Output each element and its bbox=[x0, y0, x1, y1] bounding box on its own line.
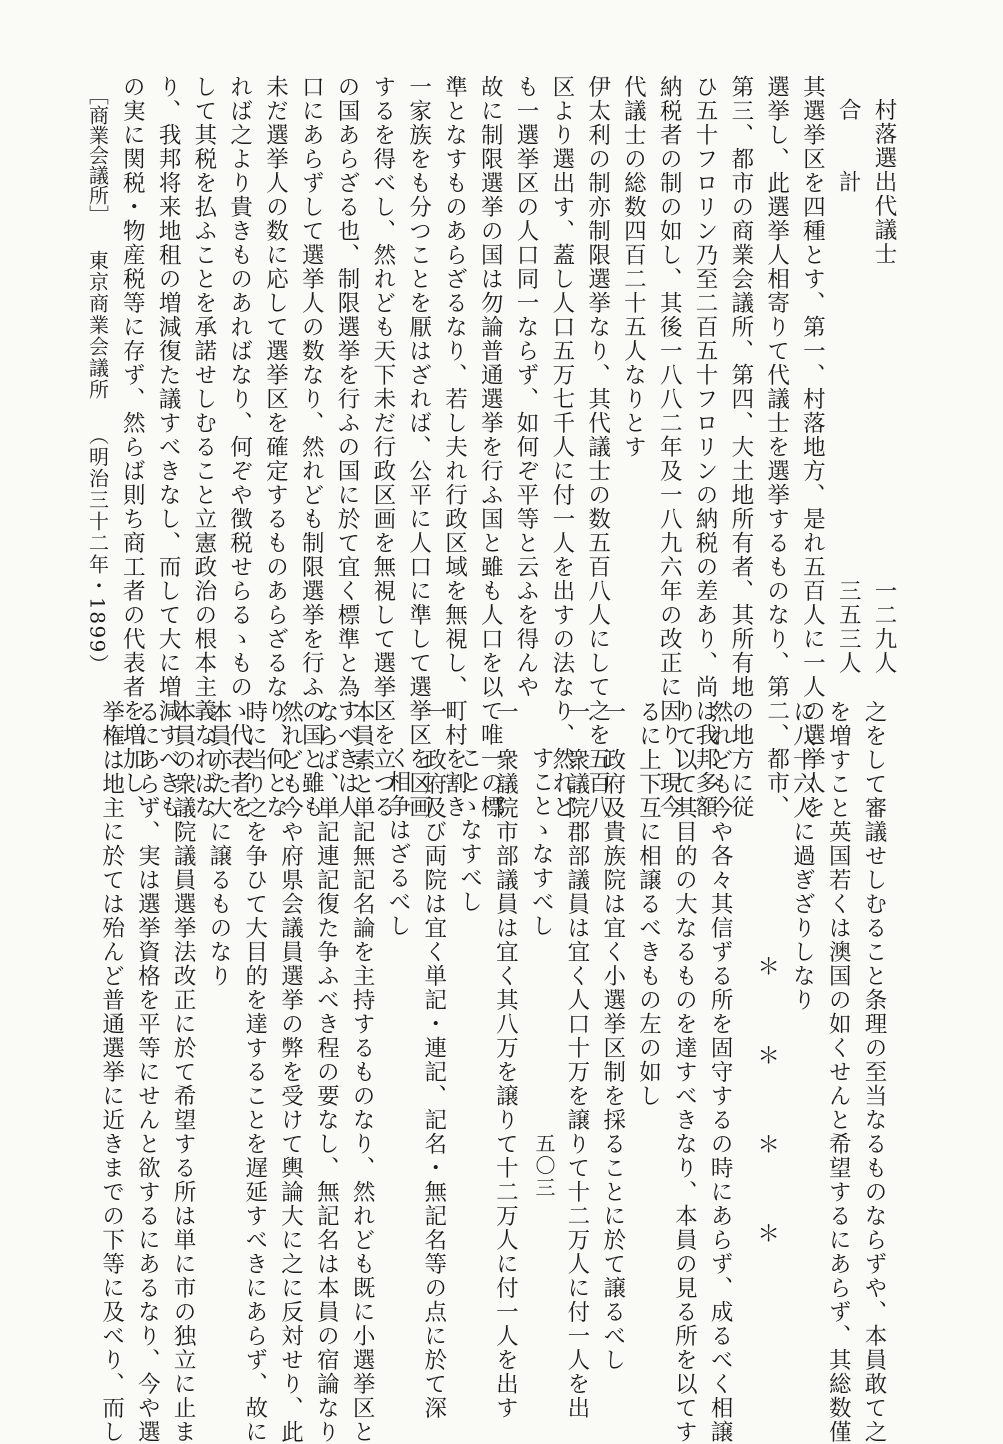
source-citation bbox=[85, 75, 110, 675]
body-line: を増すこと英国若くは澳国の如くせんと希望するにあらず、其総数僅 bbox=[825, 700, 852, 1444]
body-line: 口にあらずして選挙人の数なり、然れども制限選挙を行ふの国と雖も bbox=[298, 75, 325, 819]
body-line: の実に関税・物産税等に存ず、然らば則ち商工者の代表者を増加し、 bbox=[119, 75, 146, 819]
proposal-item-continuation: ことゝなすべし bbox=[456, 746, 483, 914]
proposal-item: 一 衆議院市部議員は宜く其八万を譲りて十二万人に付一人を出す bbox=[492, 700, 519, 1420]
proposal-item: 一 政府及貴族院は宜く小選挙区制を採ることに於て譲るべし bbox=[599, 700, 626, 1372]
source-org-bracket: ［商業会議所］ bbox=[85, 85, 110, 225]
body-line: 伊太利の制亦制限選挙なり、其代議士の数五百八人にして之を五百八 bbox=[584, 75, 611, 819]
body-line: 一家族をも分つことを厭はざれば、公平に人口に準して選挙区を区画 bbox=[405, 75, 432, 819]
body-line: 本員亦た大に譲るものなり bbox=[205, 700, 232, 988]
body-line: するを得べし、然れども天下未だ行政区画を無視して選挙区を立つる bbox=[369, 75, 396, 819]
body-line: 未だ選挙人の数に応して選挙区を確定するものあらざるなり、何とな bbox=[262, 75, 289, 819]
proposal-item: 一 衆議院郡部議員は宜く人口十万を譲りて十二万人に付一人を出 bbox=[563, 700, 590, 1420]
body-line: ならば、単記連記復た争ふべき程の要なし、無記名は本員の宿論なり bbox=[313, 700, 340, 1444]
entry-label: 村落選出代議士 bbox=[871, 98, 897, 266]
body-line: り、我邦将来地租の増減復た議すべきなし、而して大に増減すべきも bbox=[155, 75, 182, 819]
body-line: 時に当り之を争ひて大目的を達することを遅延すべきにあらず、故に bbox=[241, 700, 268, 1444]
body-line: も一選挙区の人口同一ならず、如何ぞ平等と云ふを得んや bbox=[513, 75, 540, 699]
body-line: 代議士の総数四百二十五人なりとす bbox=[620, 75, 647, 459]
body-line: 挙権は地主に於ては殆んど普通選挙に近きまでの下等に及べり、而し bbox=[98, 700, 125, 1444]
source-org-name: 東京商業会議所 bbox=[85, 249, 110, 401]
body-line: 本員素と単記無記名論を主持するものなり、然れども既に小選挙区と bbox=[349, 700, 376, 1444]
entry-value: 一二九人 bbox=[871, 579, 897, 675]
body-line: 其選挙区を四種とす、第一、村落地方、是れ五百人に一人の選挙人を bbox=[799, 75, 826, 819]
body-line: 然れども今や各々其信ずる所を固守するの時にあらず、成るべく相譲 bbox=[707, 700, 734, 1444]
body-line: 然れども今や府県会議員選挙の弊を受けて輿論大に之に反対せり、此 bbox=[277, 700, 304, 1444]
body-line: 本員の衆議院議員選挙法改正に於て希望する所は単に市の独立に止ま bbox=[170, 700, 197, 1444]
proposal-item: 一 政府及び両院は宜く単記・連記、記名・無記名等の点に於て深 bbox=[420, 700, 447, 1420]
body-line: の国あらざる也、制限選挙を行ふの国に於て宜く標準と為すべきは人 bbox=[334, 75, 361, 819]
lower-text-block bbox=[87, 700, 887, 1444]
body-line: るにあらず、実は選挙資格を平等にせんと欲するにあるなり、今や選 bbox=[134, 700, 161, 1444]
body-line: れば之より貴きものあればなり、何ぞや徴税せらるゝものゝ代表者を bbox=[226, 75, 253, 819]
body-line: 準となすものあらざるなり、若し夫れ行政区域を無視し、町村を割き bbox=[441, 75, 468, 819]
page-number: 五〇三 bbox=[532, 1133, 556, 1199]
body-line: して其税を払ふことを承諾せしむること立憲政治の根本主義なればな bbox=[190, 75, 217, 819]
body-line: ひ五十フロリン乃至二百五十フロリンの納税の差あり、尚は我邦多額 bbox=[692, 75, 719, 819]
body-line: りて以て其目的の大なるものを達すべきなり、本員の見る所を以てす bbox=[671, 700, 698, 1444]
source-date: （明治三十二年・1899） bbox=[85, 424, 110, 675]
body-line: 第三、都市の商業会議所、第四、大土地所有者、其所有地の地方に従 bbox=[727, 75, 754, 819]
body-line: 納税者の制の如し、其後一八八二年及一八九六年の改正に因り、現今 bbox=[656, 75, 683, 819]
body-line: に八十六人に過ぎざりしなり bbox=[789, 700, 816, 1012]
entry-row bbox=[837, 75, 860, 675]
upper-text-block bbox=[67, 75, 897, 819]
body-line: 之をして審議せしむること条理の至当なるものならずや、本員敢て之 bbox=[861, 700, 887, 1444]
entry-value: 三五三人 bbox=[835, 579, 862, 675]
entry-row bbox=[873, 75, 896, 675]
body-line: 区より選出す、蓋し人口五万七千人に付一人を出すの法なり、然れど bbox=[548, 75, 575, 819]
proposal-item-continuation: すことゝなすべし bbox=[528, 746, 555, 938]
entry-label: 合 計 bbox=[835, 98, 862, 194]
body-line: 故に制限選挙の国は勿論普通選挙を行ふ国と雖も人口を以て唯一の標 bbox=[477, 75, 504, 819]
body-line: るに上下互に相譲るべきもの左の如し bbox=[635, 700, 662, 1108]
section-separator-stars: ＊ ＊ ＊ ＊ bbox=[753, 955, 780, 1267]
body-line: 選挙し、此選挙人相寄りて代議士を選挙するものなり、第二、都市、 bbox=[763, 75, 790, 819]
proposal-item-continuation: く相争はざるべし bbox=[384, 746, 411, 938]
